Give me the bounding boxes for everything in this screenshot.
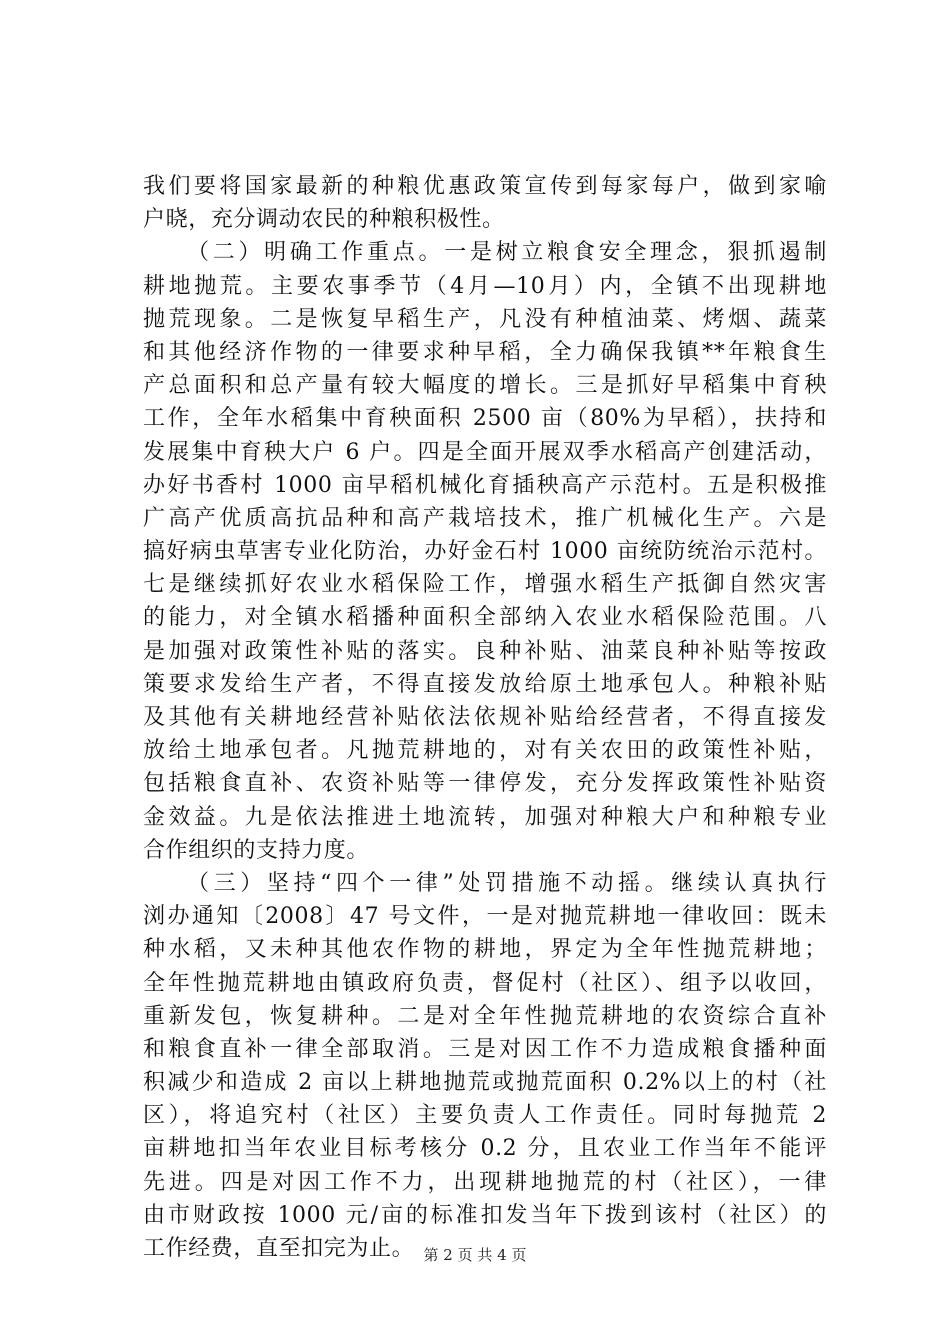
text-line: （二）明确工作重点。一是树立粮食安全理念，狠抓遏制 (187, 240, 827, 266)
text-line: 合作组织的支持力度。 (143, 837, 370, 863)
text-line: 及其他有关耕地经营补贴依法依规补贴给经营者，不得直接发 (143, 705, 827, 730)
text-line: 发展集中育秧大户 6 户。四是全面开展双季水稻高产创建活动， (143, 439, 827, 465)
text-line: 由市财政按 1000 元/亩的标准扣发当年下拨到该村（社区）的 (143, 1202, 827, 1228)
text-line: 包括粮食直补、农资补贴等一律停发，充分发挥政策性补贴资 (143, 771, 827, 797)
text-line: 七是继续抓好农业水稻保险工作，增强水稻生产抵御自然灾害 (143, 572, 827, 598)
text-line: 户晓，充分调动农民的种粮积极性。 (143, 207, 505, 233)
text-line: 我们要将国家最新的种粮优惠政策宣传到每家每户，做到家喻 (143, 174, 827, 199)
text-line: 工作，全年水稻集中育秧面积 2500 亩（80%为早稻），扶持和 (143, 406, 827, 432)
text-line: 和粮食直补一律全部取消。三是对因工作不力造成粮食播种面 (143, 1036, 827, 1062)
text-line: 放给土地承包者。凡抛荒耕地的，对有关农田的政策性补贴， (143, 738, 827, 764)
text-line: 先进。四是对因工作不力，出现耕地抛荒的村（社区），一律 (143, 1169, 827, 1195)
text-line: 策要求发给生产者，不得直接发放给原土地承包人。种粮补贴 (143, 671, 827, 697)
text-line: 种水稻，又未种其他农作物的耕地，界定为全年性抛荒耕地； (143, 937, 827, 963)
text-line: 广高产优质高抗品种和高产栽培技术，推广机械化生产。六是 (143, 505, 827, 531)
text-line: 搞好病虫草害专业化防治，办好金石村 1000 亩统防统治示范村。 (143, 539, 827, 565)
text-line: 浏办通知〔2008〕47 号文件，一是对抛荒耕地一律收回：既未 (143, 904, 827, 930)
page-number-footer: 第 2 页 共 4 页 (423, 1246, 527, 1264)
text-line: 亩耕地扣当年农业目标考核分 0.2 分，且农业工作当年不能评 (143, 1136, 827, 1162)
text-line: 全年性抛荒耕地由镇政府负责，督促村（社区）、组予以收回， (143, 970, 827, 996)
text-line: 重新发包，恢复耕种。二是对全年性抛荒耕地的农资综合直补 (143, 1003, 827, 1029)
text-line: 耕地抛荒。主要农事季节（4月—10月）内，全镇不出现耕地 (143, 273, 827, 299)
text-line: 抛荒现象。二是恢复早稻生产，凡没有种植油菜、烤烟、蔬菜 (143, 306, 827, 332)
text-line: （三）坚持“四个一律”处罚措施不动摇。继续认真执行 (187, 870, 827, 896)
text-line: 积减少和造成 2 亩以上耕地抛荒或抛荒面积 0.2%以上的村（社 (143, 1070, 827, 1096)
text-line: 金效益。九是依法推进土地流转，加强对种粮大户和种粮专业 (143, 804, 827, 830)
document-body (143, 170, 827, 1265)
text-line: 是加强对政策性补贴的落实。良种补贴、油菜良种补贴等按政 (143, 638, 827, 664)
text-line: 产总面积和总产量有较大幅度的增长。三是抓好早稻集中育秧 (143, 373, 827, 399)
text-line: 和其他经济作物的一律要求种早稻，全力确保我镇**年粮食生 (143, 339, 827, 365)
text-line: 的能力，对全镇水稻播种面积全部纳入农业水稻保险范围。八 (143, 605, 827, 631)
text-line: 工作经费，直至扣完为止。 (143, 1236, 415, 1261)
text-line: 办好书香村 1000 亩早稻机械化育插秧高产示范村。五是积极推 (143, 472, 827, 498)
text-line: 区），将追究村（社区）主要负责人工作责任。同时每抛荒 2 (143, 1103, 827, 1129)
